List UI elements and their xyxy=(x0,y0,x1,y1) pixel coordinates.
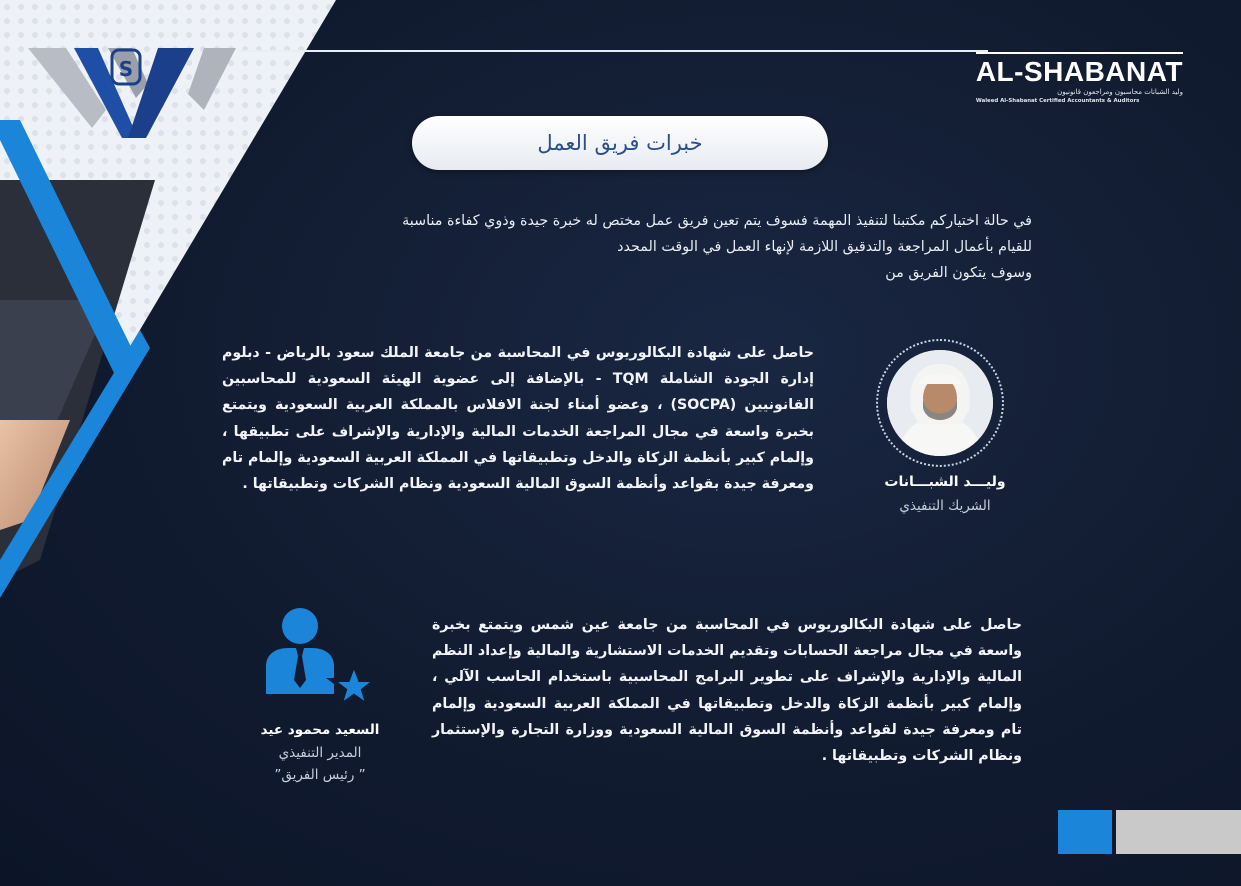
member2-role-block xyxy=(220,742,420,786)
footer-blue-block xyxy=(1058,810,1112,854)
brand-logo xyxy=(976,52,1183,105)
member1-photo xyxy=(887,350,993,456)
member2-role: المدير التنفيذي xyxy=(278,745,362,761)
svg-text:S: S xyxy=(118,57,134,81)
member2-name: السعيد محمود عيد xyxy=(260,722,380,738)
intro-paragraph xyxy=(222,208,1032,286)
brand-w-logo xyxy=(28,48,236,140)
section-title-pill xyxy=(412,116,828,170)
section-title: خبرات فريق العمل xyxy=(537,131,703,155)
footer-gray-block xyxy=(1116,810,1241,854)
portrait-image xyxy=(887,350,993,456)
intro-line: في حالة اختياركم مكتبنا لتنفيذ المهمة فسوف يتم تعين فريق عمل مختص له خبرة جيدة وذوي كفاءة مناسبة xyxy=(402,213,1032,229)
member1-name: وليـــد الشبـــانات xyxy=(884,474,1006,490)
user-star-icon xyxy=(262,608,380,716)
intro-line: للقيام بأعمال المراجعة والتدقيق اللازمة لإنهاء العمل في الوقت المحدد xyxy=(617,239,1032,255)
brand-english-tagline: Waleed Al-Shabanat Certified Accountants & Auditors xyxy=(975,98,1140,104)
member2-title-note: ”رئيس الفريق ” xyxy=(274,767,366,783)
intro-line: وسوف يتكون الفريق من xyxy=(885,265,1032,281)
brand-arabic-tagline: وليد الشبانات محاسبون ومراجعون قانونيون xyxy=(1057,88,1183,96)
member1-bio: حاصل على شهادة البكالوريوس في المحاسبة من جامعة الملك سعود بالرياض - دبلوم إدارة الجودة الشاملة TQM - بالإضافة إلى عضوية الهيئة السعودية للمحاسبين القانونيين (SOCPA) ، وعضو أمناء لجنة الافلاس بالمملكة العربية السعودية ويتمتع بخبرة واسعة في مجال المراجعة الخدمات المالية والإدارية والإشراف على تطبيقها ، وإلمام كبير بأنظمة الزكاة والدخل وتطبيقاتها في المملكة العربية السعودية وإلمام تام ومعرفة جيدة بقواعد وأنظمة السوق المالية السعودية ونظام الشركات وتطبيقاتها . xyxy=(222,345,815,493)
header-rule xyxy=(240,50,988,52)
member1-role: الشريك التنفيذي xyxy=(899,498,991,514)
member2-bio: حاصل على شهادة البكالوريوس في المحاسبة من جامعة عين شمس ويتمتع بخبرة واسعة في مجال مراجعة الحسابات وتقديم الخدمات الاستشارية والمالية وإعداد النظم المالية والإدارية والإشراف على تطوير البرامج المحاسبية باستخدام الحاسب الآلي ، وإلمام كبير بأنظمة الزكاة والدخل وتطبيقاتها في المملكة العربية السعودية وإلمام تام ومعرفة جيدة لقواعد وأنظمة السوق المالية السعودية ووزارة التجارة والإستثمار ونظام الشركات وتطبيقاتها . xyxy=(432,617,1022,765)
brand-name: AL-SHABANAT xyxy=(976,52,1183,88)
